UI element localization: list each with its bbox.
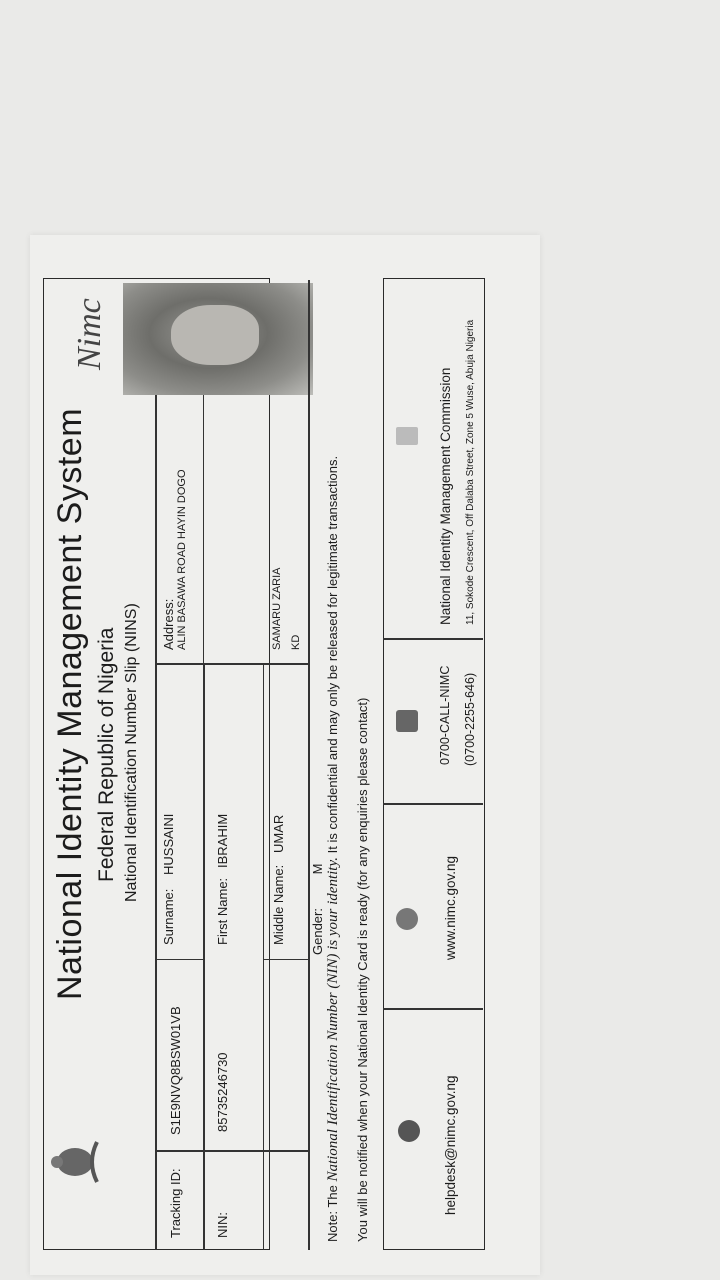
gender-field (310, 864, 325, 955)
note-prefix: Note: The (325, 1181, 340, 1242)
web-icon (396, 908, 418, 930)
firstname-label: First Name: (215, 877, 230, 945)
address-line3: KD (290, 634, 302, 650)
col-line (155, 1151, 308, 1153)
nin-label: NIN: (215, 1212, 230, 1238)
middlename-label: Middle Name: (271, 864, 286, 945)
location-icon (396, 427, 418, 445)
row-line (203, 395, 204, 665)
row-line (263, 665, 264, 1250)
confidentiality-note (325, 282, 342, 1242)
commission-address: 11, Sokode Crescent, Off Dalaba Street, Zone 5 Wuse, Abuja Nigeria (465, 319, 476, 625)
footer-divider (383, 1009, 483, 1011)
col-line (263, 959, 308, 960)
nins-slip (43, 250, 498, 1250)
footer-divider (383, 804, 483, 806)
surname-label: Surname: (161, 888, 176, 945)
tracking-label: Tracking ID: (168, 1168, 183, 1238)
col-line (155, 959, 203, 960)
website-link[interactable]: www.nimc.gov.ng (443, 855, 458, 960)
tracking-value: S1E9NVQ8BSW01VB (168, 1006, 183, 1135)
row-line (203, 665, 205, 1250)
gender-label: Gender: (310, 908, 325, 955)
phone-icon (396, 710, 418, 732)
nin-value: 85735246730 (215, 1052, 230, 1132)
note-suffix: It is confidential and may only be released for legitimate transactions. (325, 455, 340, 857)
gender-value: M (310, 863, 325, 875)
photo-face (171, 305, 259, 365)
surname-value: HUSSAINI (161, 813, 176, 875)
row-line (155, 395, 157, 1250)
col-line (155, 664, 308, 666)
country-subtitle: Federal Republic of Nigeria (95, 627, 118, 882)
address-line1: ALIN BASAWA ROAD HAYIN DOGO (176, 469, 188, 650)
firstname-value: IBRAHIM (215, 813, 230, 868)
phone-number-digits: (0700-2255-646) (463, 672, 477, 766)
row-line (308, 280, 310, 1250)
nimc-logo: Nimc (71, 298, 108, 370)
page-title: National Identity Management System (51, 407, 89, 1000)
email-icon (398, 1120, 420, 1142)
address-label: Address: (161, 598, 176, 650)
helpdesk-email[interactable]: helpdesk@nimc.gov.ng (443, 1075, 458, 1215)
note-emphasis: National Identification Number (NIN) is your identity. (325, 856, 341, 1182)
middlename-value: UMAR (271, 814, 286, 853)
footer-divider (383, 639, 483, 641)
notification-note: You will be notified when your National Identity Card is ready (for any enquiries please contact) (355, 697, 370, 1242)
commission-name: National Identity Management Commission (438, 367, 453, 625)
coat-of-arms-icon (47, 1132, 105, 1192)
address-line2: SAMARU ZARIA (271, 567, 283, 650)
slip-title: National Identification Number Slip (NINS) (123, 603, 140, 902)
phone-number: 0700-CALL-NIMC (438, 665, 452, 765)
